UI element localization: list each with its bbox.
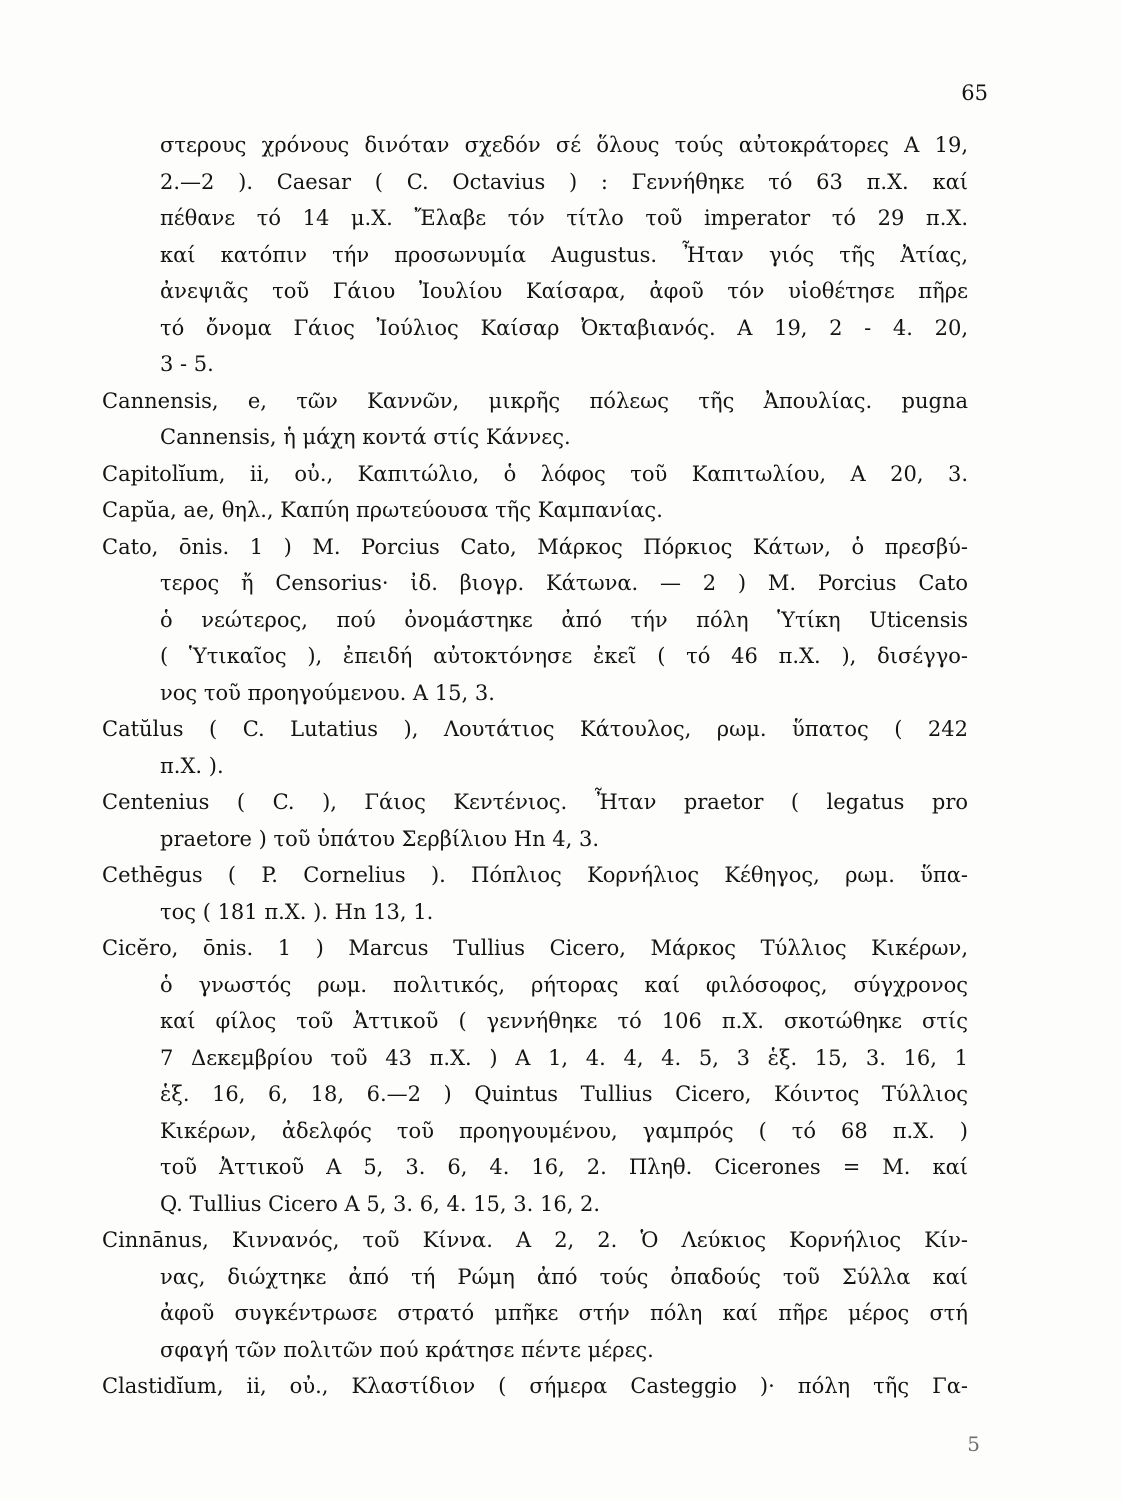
glossary-entry-capitolium — [102, 456, 968, 493]
entry-line: στερους χρόνους δινόταν σχεδόν σέ ὅλους τούς αὐτοκράτορες Α 19, — [160, 133, 968, 157]
entry-line: Cannensis, ἡ μάχη κοντά στίς Κάννες. — [160, 425, 571, 449]
entry-line: ἑξ. 16, 6, 18, 6.—2 ) Quintus Tullius Cicero, Κόιντος Τύλλιος — [160, 1082, 968, 1106]
glossary-entry-catulus — [102, 711, 968, 784]
entry-headline: Centenius ( C. ), Γάιος Κεντένιος. Ἦταν praetor ( legatus pro — [102, 790, 968, 814]
glossary-entry-cinnanus — [102, 1222, 968, 1368]
entry-line: πέθανε τό 14 μ.Χ. Ἔλαβε τόν τίτλο τοῦ imperator τό 29 π.Χ. — [160, 206, 968, 230]
glossary-entry-capua — [102, 492, 968, 529]
entry-line: ὁ νεώτερος, πού ὀνομάστηκε ἀπό τήν πόλη Ὑτίκη Uticensis — [160, 607, 968, 632]
entry-headline: Cato, ōnis. 1 ) M. Porcius Cato, Μάρκος Πόρκιος Κάτων, ὁ πρεσβύ- — [102, 534, 968, 559]
entry-line: νος τοῦ προηγούμενου. Α 15, 3. — [160, 680, 495, 705]
glossary-entry-clastidium — [102, 1368, 968, 1405]
entry-headline: Cethēgus ( P. Cornelius ). Πόπλιος Κορνήλιος Κέθηγος, ρωμ. ὕπα- — [102, 863, 968, 887]
entry-line: ἀφοῦ συγκέντρωσε στρατό μπῆκε στήν πόλη καί πῆρε μέρος στή — [160, 1301, 968, 1325]
entry-line: 3 - 5. — [160, 352, 214, 376]
entry-line: praetore ) τοῦ ὑπάτου Σερβίλιου Hn 4, 3. — [160, 826, 600, 851]
page-number: 65 — [961, 81, 988, 105]
entry-line: ἀνεψιᾶς τοῦ Γάιου Ἰουλίου Καίσαρα, ἀφοῦ τόν υἱοθέτησε πῆρε — [160, 279, 968, 303]
entry-headline: Capŭa, ae, θηλ., Καπύη πρωτεύουσα τῆς Καμπανίας. — [102, 498, 663, 522]
entry-line: τό ὄνομα Γάιος Ἰούλιος Καίσαρ Ὀκταβιανός. Α 19, 2 - 4. 20, — [160, 315, 968, 340]
glossary-entry-cicero — [102, 930, 968, 1222]
entry-headline: Capitolĭum, ii, οὐ., Καπιτώλιο, ὁ λόφος τοῦ Καπιτωλίου, Α 20, 3. — [102, 461, 968, 486]
entry-line: 7 Δεκεμβρίου τοῦ 43 π.Χ. ) Α 1, 4. 4, 4. 5, 3 ἑξ. 15, 3. 16, 1 — [160, 1045, 968, 1070]
glossary-entries — [102, 127, 968, 1405]
glossary-entry-cannensis — [102, 383, 968, 456]
entry-headline: Cannensis, e, τῶν Καννῶν, μικρῆς πόλεως τῆς Ἀπουλίας. pugna — [102, 388, 968, 413]
glossary-entry-centenius — [102, 784, 968, 857]
entry-line: π.Χ. ). — [160, 753, 224, 778]
entry-line: νας, διώχτηκε ἀπό τή Ρώμη ἀπό τούς ὀπαδούς τοῦ Σύλλα καί — [160, 1264, 968, 1289]
entry-line: Q. Tullius Cicero Α 5, 3. 6, 4. 15, 3. 16, 2. — [160, 1191, 601, 1216]
entry-line: Κικέρων, ἀδελφός τοῦ προηγουμένου, γαμπρός ( τό 68 π.Χ. ) — [160, 1118, 968, 1143]
glossary-entry-cato — [102, 529, 968, 712]
entry-line: καί κατόπιν τήν προσωνυμία Augustus. Ἦταν γιός τῆς Ἀτίας, — [160, 242, 968, 267]
entry-line: τος ( 181 π.Χ. ). Hn 13, 1. — [160, 899, 434, 924]
entry-line: 2.—2 ). Caesar ( C. Octavius ) : Γεννήθηκε τό 63 π.Χ. καί — [160, 169, 968, 194]
glossary-entry-continuation — [102, 127, 968, 383]
entry-line: τερος ἤ Censorius· ἰδ. βιογρ. Κάτωνα. — 2 ) M. Porcius Cato — [160, 571, 968, 595]
entry-line: καί φίλος τοῦ Ἀττικοῦ ( γεννήθηκε τό 106 π.Χ. σκοτώθηκε στίς — [160, 1009, 968, 1033]
entry-line: ( Ὑτικαῖος ), ἐπειδή αὐτοκτόνησε ἐκεῖ ( τό 46 π.Χ. ), δισέγγο- — [160, 644, 968, 668]
signature-mark: 5 — [967, 1432, 980, 1456]
glossary-entry-cethegus — [102, 857, 968, 930]
entry-headline: Cicĕro, ōnis. 1 ) Marcus Tullius Cicero, Μάρκος Τύλλιος Κικέρων, — [102, 936, 968, 960]
entry-headline: Cinnānus, Κιννανός, τοῦ Κίννα. Α 2, 2. Ὁ Λεύκιος Κορνήλιος Κίν- — [102, 1228, 968, 1252]
entry-headline: Clastidĭum, ii, οὐ., Κλαστίδιον ( σήμερα Casteggio )· πόλη τῆς Γα- — [102, 1374, 968, 1398]
entry-line: σφαγή τῶν πολιτῶν πού κράτησε πέντε μέρες. — [160, 1337, 654, 1362]
entry-line: τοῦ Ἀττικοῦ Α 5, 3. 6, 4. 16, 2. Πληθ. Cicerones = M. καί — [160, 1155, 968, 1179]
entry-headline: Catŭlus ( C. Lutatius ), Λουτάτιος Κάτουλος, ρωμ. ὕπατος ( 242 — [102, 717, 968, 741]
entry-line: ὁ γνωστός ρωμ. πολιτικός, ρήτορας καί φιλόσοφος, σύγχρονος — [160, 972, 968, 997]
